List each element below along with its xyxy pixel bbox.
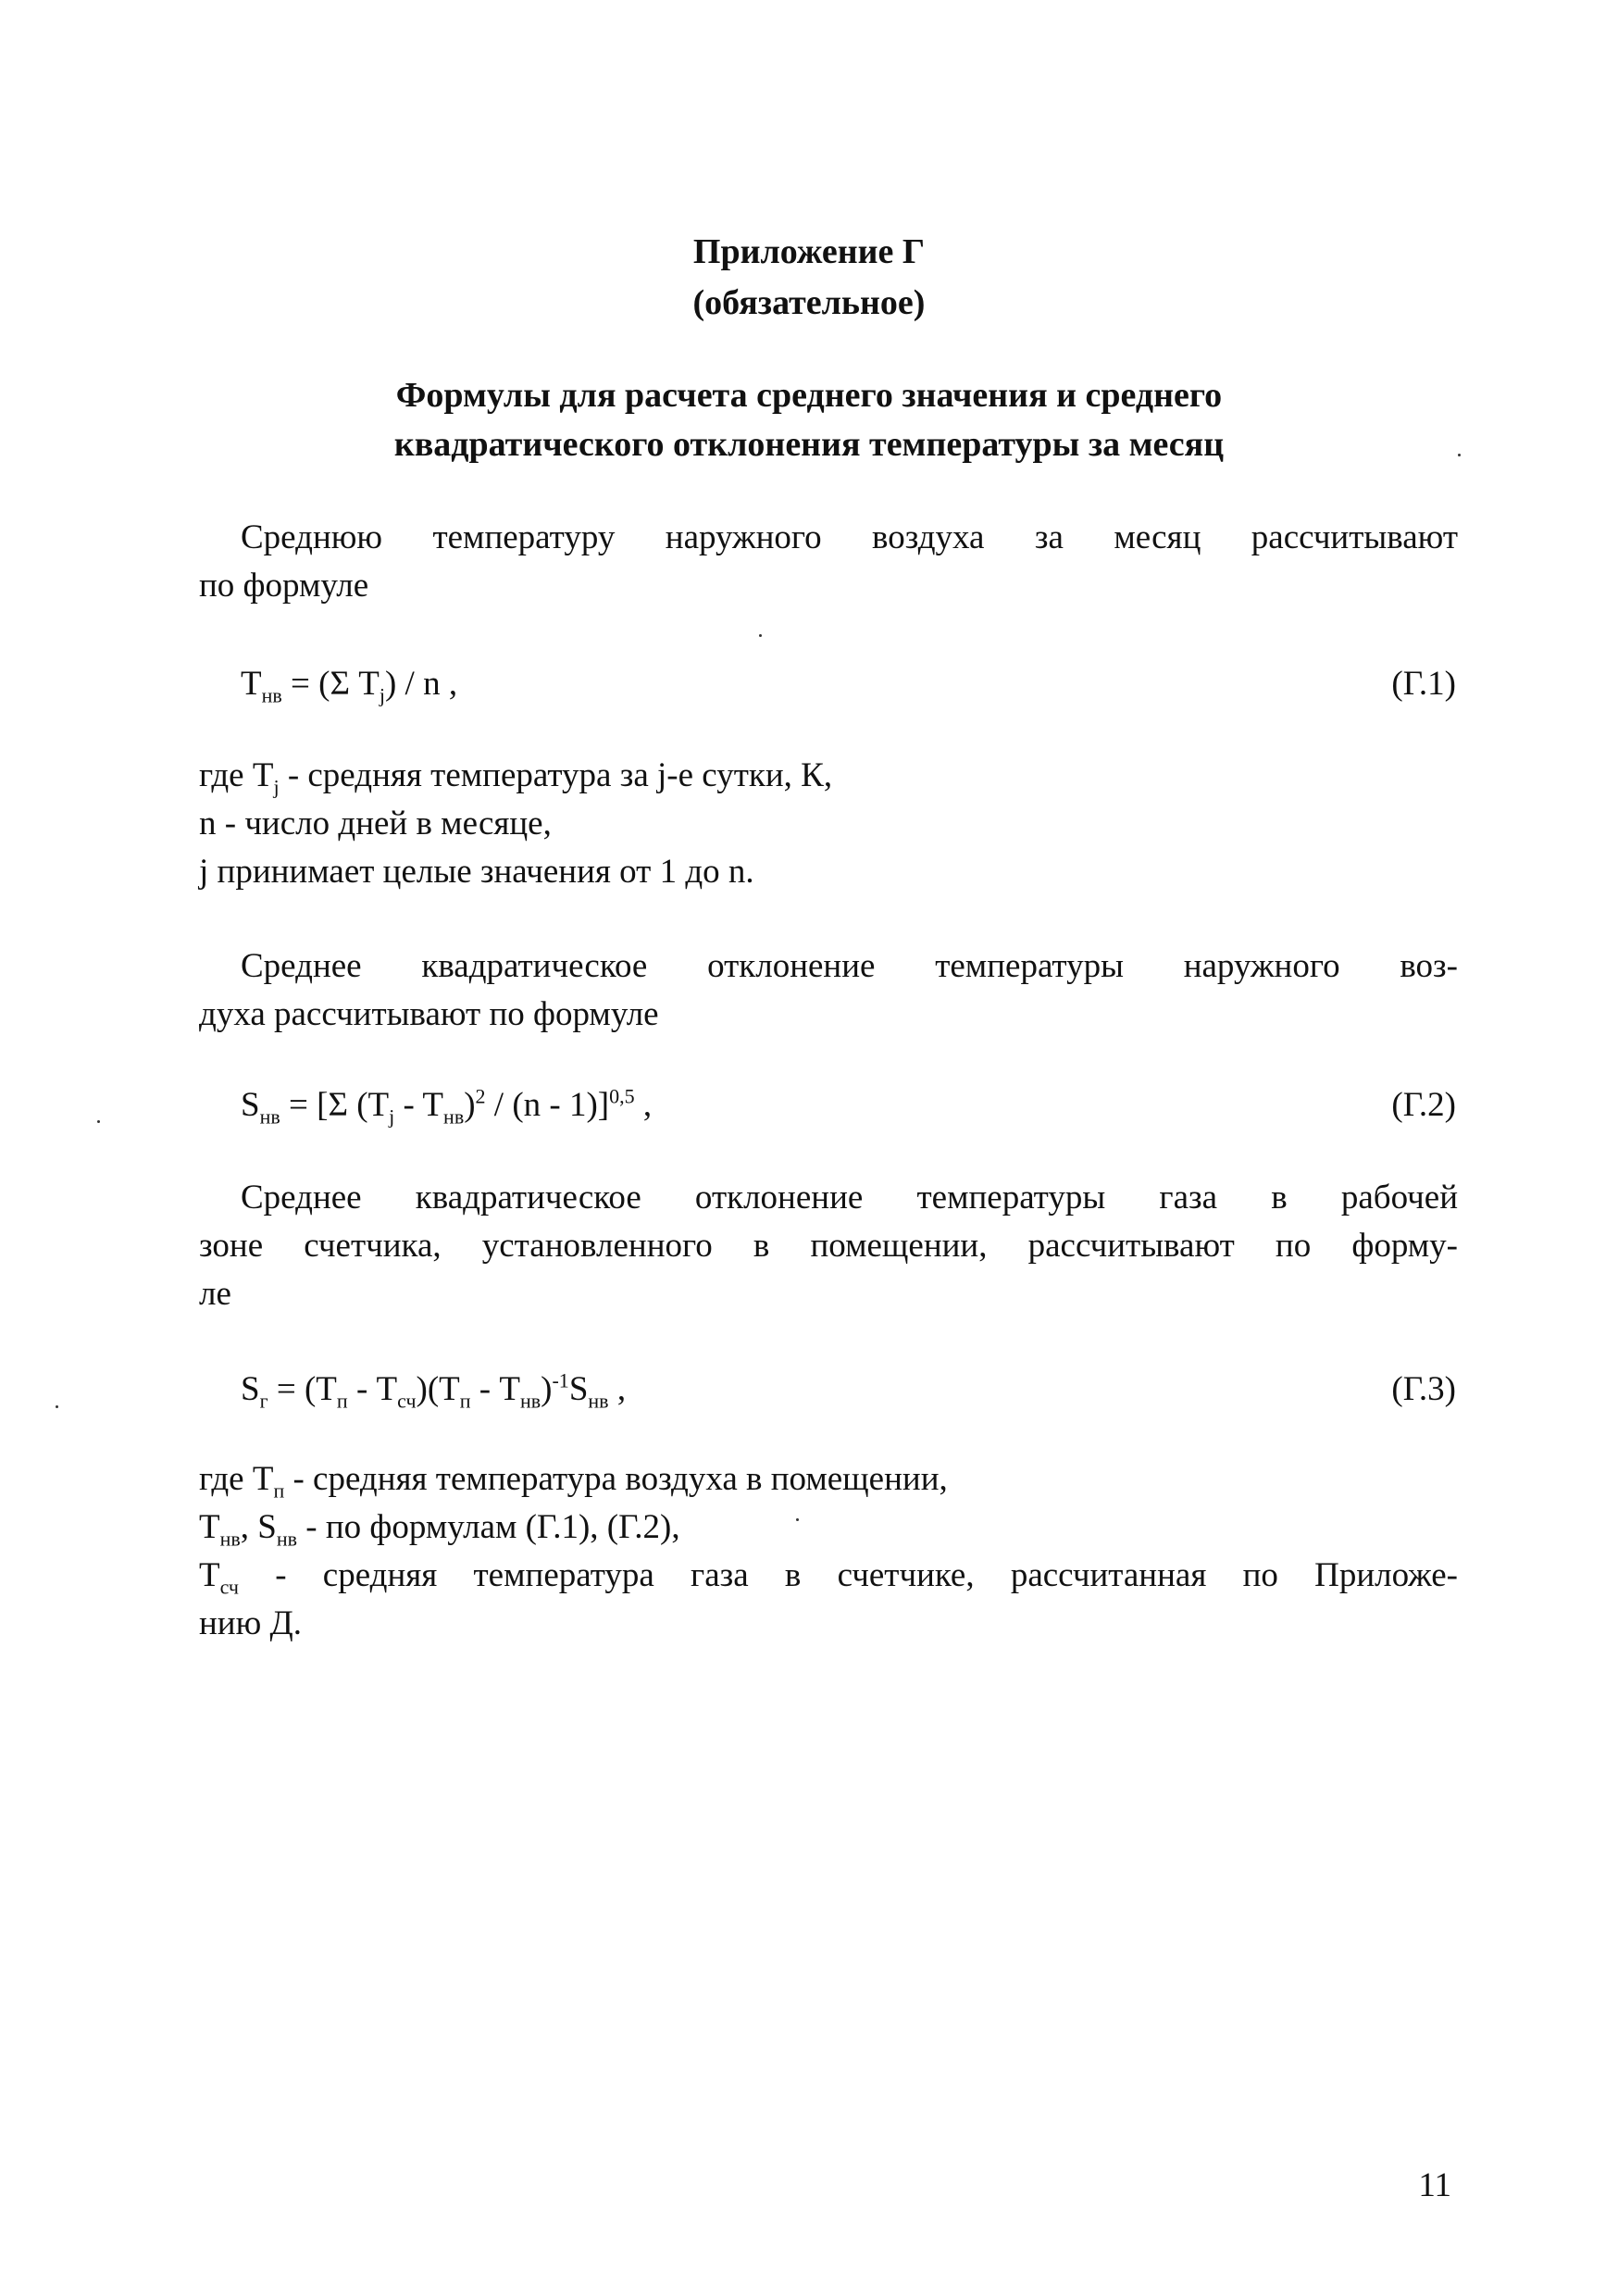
formula-g3-number: (Г.3) (1391, 1370, 1456, 1408)
scan-speck (759, 634, 762, 637)
formula-g1-number: (Г.1) (1391, 665, 1456, 703)
definition-j: j принимает целые значения от 1 до n. (199, 853, 754, 891)
appendix-status: (обязательное) (692, 283, 926, 322)
definition-tp: где $T_п$ - средняя температура воздуха в помещении, (199, 1460, 948, 1503)
definition-n: n - число дней в месяце, (199, 805, 552, 842)
appendix-heading: Приложение Г (692, 232, 926, 271)
section-title-line-2: квадратического отклонения температуры за месяц (393, 425, 1225, 464)
scan-speck (1458, 454, 1461, 456)
definition-tnv-snv: $T_{нв}$, $S_{нв}$ - по формулам (Г.1), (Г.2), (199, 1508, 680, 1551)
formula-g1: $T_{нв} = (\Sigma$ $T_j$) / n , (241, 665, 458, 707)
paragraph-2-line-2: духа рассчитывают по формуле (199, 995, 659, 1033)
paragraph-1-line-1: Среднюю температуру наружного воздуха за месяц рассчитывают (241, 518, 1458, 556)
definition-tsch: $T_{сч}$ - средняя температура газа в счетчике, рассчитанная по Приложе- (199, 1556, 1458, 1599)
definition-tsch-continued: нию Д. (199, 1604, 302, 1642)
scan-speck (56, 1405, 58, 1408)
definition-tj: где $T_j$ - средняя температура за j-е сутки, К, (199, 756, 833, 799)
formula-g3: $S_г = (T_п - T_{сч})(T_п - T_{нв})^{-1}S_{нв}$ , (241, 1368, 627, 1413)
paragraph-3-line-2: зоне счетчика, установленного в помещении, рассчитывают по форму- (199, 1227, 1458, 1265)
paragraph-3-line-3: ле (199, 1275, 231, 1313)
paragraph-1-line-2: по формуле (199, 567, 369, 605)
scan-speck (97, 1120, 100, 1123)
section-title-line-1: Формулы для расчета среднего значения и среднего (395, 376, 1223, 415)
formula-g2: $S_{нв} = [\Sigma$ $(T_j - T_{нв})^2 / (n - 1)]^{0,5}$ , (241, 1084, 653, 1129)
formula-g2-number: (Г.2) (1391, 1086, 1456, 1124)
paragraph-2-line-1: Среднее квадратическое отклонение температуры наружного воз- (241, 947, 1458, 985)
page-number: 11 (1418, 2166, 1451, 2204)
paragraph-3-line-1: Среднее квадратическое отклонение температуры газа в рабочей (241, 1179, 1458, 1217)
scan-speck (796, 1518, 799, 1521)
